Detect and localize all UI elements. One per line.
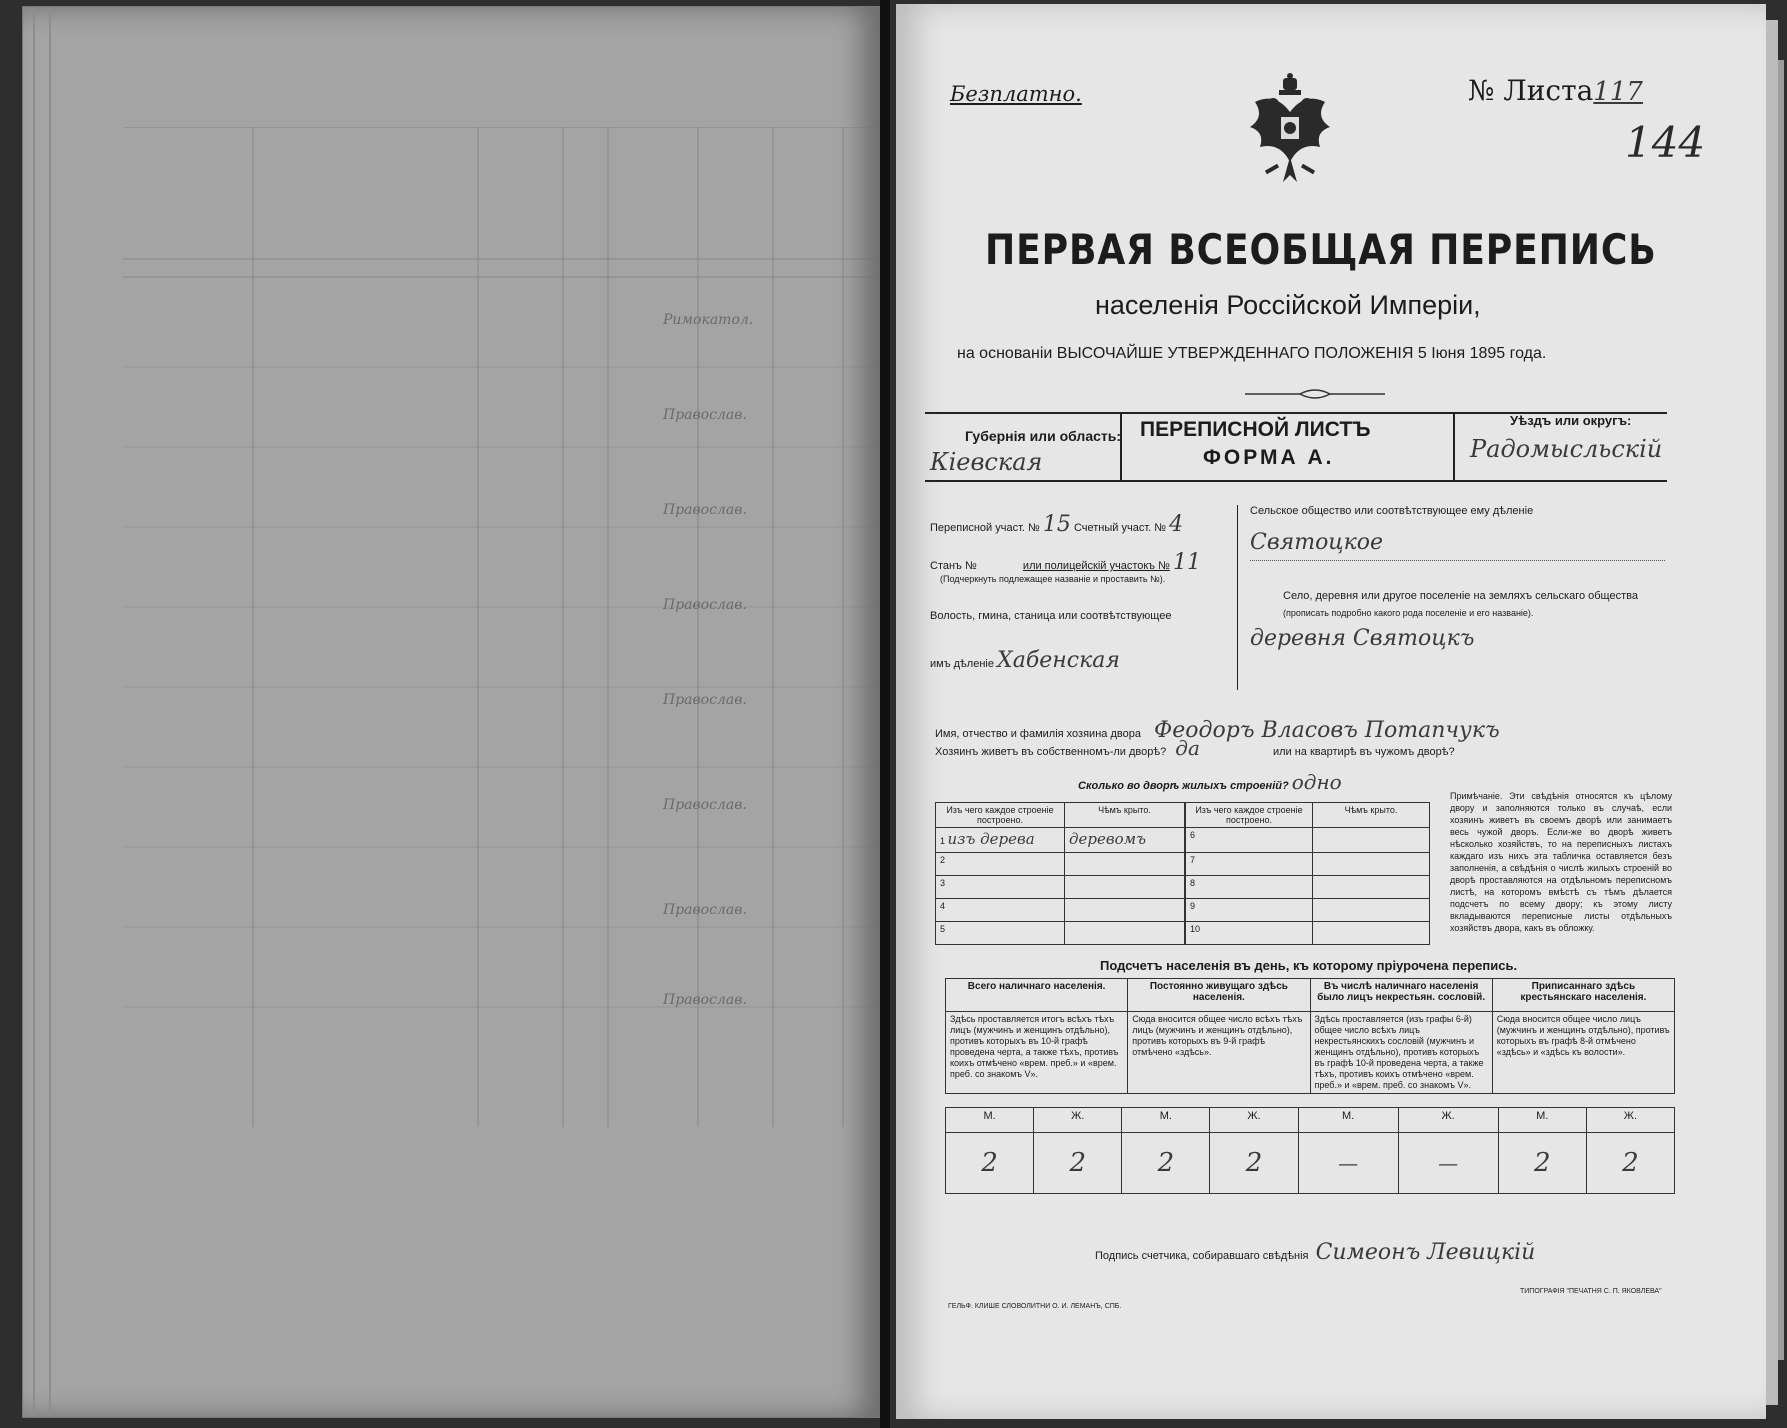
archive-stamp-number: 144 bbox=[1625, 118, 1706, 167]
society-label: Сельское общество или соотвѣтствующее ему дѣленіе bbox=[1250, 505, 1534, 517]
count-col-head: Приписаннаго здѣсь крестьянскаго населенія. bbox=[1492, 979, 1674, 1012]
count-value: 2 bbox=[1586, 1133, 1674, 1194]
count-value: — bbox=[1298, 1133, 1398, 1194]
own-yard-label: Хозяинъ живетъ въ собственномъ-ли дворѣ? bbox=[935, 746, 1167, 758]
roof-value bbox=[1065, 853, 1185, 876]
row-number: 10 bbox=[1186, 922, 1313, 945]
free-label: Безплатно. bbox=[950, 82, 1082, 106]
female-label: Ж. bbox=[1210, 1108, 1298, 1133]
material-cell bbox=[936, 899, 1065, 922]
roof-value bbox=[1065, 899, 1185, 922]
roof-value: деревомъ bbox=[1065, 828, 1185, 853]
page-edge-line bbox=[49, 7, 51, 1417]
buildings-table-left bbox=[935, 802, 1185, 945]
police-label: или полицейскій участокъ № bbox=[1022, 560, 1170, 572]
count-value: 2 bbox=[1122, 1133, 1210, 1194]
table-row bbox=[936, 876, 1185, 899]
sheet-number-label bbox=[1468, 74, 1643, 107]
table-row bbox=[1186, 876, 1430, 899]
count-col-head: Постоянно живущаго здѣсь населенія. bbox=[1128, 979, 1310, 1012]
province-label: Губернія или область: bbox=[965, 428, 1122, 444]
roof-header: Чѣмъ крыто. bbox=[1313, 803, 1430, 828]
census-section-value: 15 bbox=[1042, 512, 1071, 537]
imprint-right: ТИПОГРАФІЯ "ПЕЧАТНЯ С. П. ЯКОВЛЕВА" bbox=[1520, 1288, 1662, 1295]
count-value: 2 bbox=[1498, 1133, 1586, 1194]
province-value: Кіевская bbox=[930, 448, 1043, 476]
count-value: 2 bbox=[1034, 1133, 1122, 1194]
buildings-table-right bbox=[1185, 802, 1430, 945]
own-yard-field bbox=[935, 736, 1455, 760]
table-row bbox=[1186, 828, 1430, 853]
row-number: 6 bbox=[1186, 828, 1313, 853]
roof-value bbox=[1065, 876, 1185, 899]
society-underline bbox=[1250, 560, 1665, 561]
male-label: М. bbox=[1498, 1108, 1586, 1133]
form-label: ФОРМА А. bbox=[1203, 446, 1335, 469]
district-value: Радомысльскій bbox=[1470, 435, 1663, 463]
female-label: Ж. bbox=[1586, 1108, 1674, 1133]
row-number: 3 bbox=[940, 878, 946, 888]
volost-label-line2: имъ дѣленіе bbox=[930, 658, 994, 670]
roof-header: Чѣмъ крыто. bbox=[1065, 803, 1185, 828]
count-col-desc: Сюда вносится общее число всѣхъ тѣхъ лицъ (мужчинъ и женщинъ отдѣльно), противъ которыхъ въ 9-й графѣ отмѣчено «здѣсь». bbox=[1128, 1012, 1310, 1094]
table-row bbox=[936, 899, 1185, 922]
material-value: изъ дерева bbox=[947, 830, 1035, 848]
volost-label-line1: Волость, гмина, станица или соотвѣтствующее bbox=[930, 610, 1172, 622]
owner-name-value: Феодоръ Власовъ Потапчукъ bbox=[1154, 718, 1500, 743]
mf-values-row bbox=[946, 1133, 1675, 1194]
buildings-count-field bbox=[1078, 770, 1342, 794]
volost-field bbox=[930, 648, 1120, 673]
count-value: 2 bbox=[1210, 1133, 1298, 1194]
count-section-label: Счетный участ. № bbox=[1073, 522, 1167, 534]
bleed-through-text: Римокатол. bbox=[663, 312, 754, 328]
population-values-table bbox=[945, 1107, 1675, 1194]
rent-label: или на квартирѣ въ чужомъ дворѣ? bbox=[1272, 746, 1455, 758]
table-row bbox=[936, 922, 1185, 945]
signature-value: Симеонъ Левицкій bbox=[1315, 1240, 1536, 1265]
frame-line bbox=[1453, 412, 1455, 482]
row-number: 8 bbox=[1186, 876, 1313, 899]
imperial-eagle-emblem bbox=[1235, 72, 1345, 197]
volost-value: Хабенская bbox=[997, 648, 1120, 673]
police-value: 11 bbox=[1172, 550, 1201, 575]
count-value: 2 bbox=[946, 1133, 1034, 1194]
block-divider bbox=[1237, 505, 1238, 690]
table-row bbox=[1186, 853, 1430, 876]
buildings-count-value: одно bbox=[1291, 770, 1342, 794]
table-row bbox=[1186, 922, 1430, 945]
census-title: ПЕРВАЯ ВСЕОБЩАЯ ПЕРЕПИСЬ bbox=[985, 225, 1657, 274]
table-header-row bbox=[936, 803, 1185, 828]
count-title: Подсчетъ населенія въ день, къ которому пріурочена перепись. bbox=[1100, 958, 1518, 973]
census-section-field bbox=[930, 512, 1183, 537]
count-section-value: 4 bbox=[1169, 512, 1184, 537]
material-header: Изъ чего каждое строеніе построено. bbox=[936, 803, 1065, 828]
row-number: 2 bbox=[940, 855, 946, 865]
book-gutter bbox=[880, 0, 890, 1428]
count-col-desc: Здѣсь проставляется итогъ всѣхъ тѣхъ лицъ (мужчинъ и женщинъ отдѣльно), противъ которыхъ въ 10-й графѣ проведена черта, а также тѣхъ, противъ коихъ отмѣчено «врем. преб.» и «врем. преб. со знакомъ V». bbox=[946, 1012, 1128, 1094]
frame-line bbox=[925, 480, 1667, 482]
male-label: М. bbox=[946, 1108, 1034, 1133]
row-number: 7 bbox=[1186, 853, 1313, 876]
male-label: М. bbox=[1298, 1108, 1398, 1133]
sheet-number-value: 117 bbox=[1593, 77, 1643, 107]
census-form-page bbox=[896, 4, 1766, 1419]
bleed-through-text: Православ. bbox=[663, 597, 747, 613]
stan-field bbox=[930, 550, 1201, 575]
buildings-count-label: Сколько во дворѣ жилыхъ строеній? bbox=[1078, 780, 1289, 792]
frame-line bbox=[1120, 412, 1122, 482]
count-col-head: Всего наличнаго населенія. bbox=[946, 979, 1128, 1012]
roof-value bbox=[1313, 853, 1430, 876]
census-subtitle: населенія Россійской Имперіи, bbox=[1095, 290, 1481, 320]
roof-value bbox=[1065, 922, 1185, 945]
left-page bbox=[22, 6, 882, 1418]
roof-value bbox=[1313, 922, 1430, 945]
material-cell bbox=[936, 876, 1065, 899]
bleed-through-text: Православ. bbox=[663, 992, 747, 1008]
imprint-left: ГЕЛЬФ. КЛИШЕ СЛОВОЛИТНИ О. И. ЛЕМАНЪ, СПБ. bbox=[948, 1303, 1122, 1310]
table-row bbox=[936, 828, 1185, 853]
note-text: Примѣчаніе. Эти свѣдѣнія относятся къ цѣлому двору и заполняются только въ случаѣ, если хозяинъ живетъ въ своемъ дворѣ или занимаетъ весь чужой дворъ. Если-же во дворѣ живетъ нѣсколько хозяйствъ, то на переписныхъ листахъ каждаго изъ нихъ эта табличка оставляется безъ заполненія, а свѣдѣнія о числѣ жилыхъ строеній во дворѣ проставляются на отдѣльномъ переписномъ листѣ, на которомъ вмѣстѣ съ тѣмъ дѣлается подсчетъ по всему двору; къ этому листу вкладываются переписные листы отдѣльныхъ хозяйствъ двора, какъ въ обложку. bbox=[1450, 791, 1672, 933]
table-row bbox=[936, 853, 1185, 876]
roof-value bbox=[1313, 828, 1430, 853]
count-col-desc: Сюда вносится общее число лицъ (мужчинъ и женщинъ отдѣльно), противъ которыхъ въ графѣ 8-й отмѣчено «здѣсь» и «здѣсь къ волости». bbox=[1492, 1012, 1674, 1094]
bleed-through-text: Православ. bbox=[663, 502, 747, 518]
signature-label: Подпись счетчика, собиравшаго свѣдѣнія bbox=[1095, 1250, 1309, 1262]
material-cell bbox=[936, 853, 1065, 876]
mf-header-row bbox=[946, 1108, 1675, 1133]
row-number: 4 bbox=[940, 901, 946, 911]
village-value: деревня Святоцкъ bbox=[1250, 626, 1475, 651]
bleed-through-text: Православ. bbox=[663, 902, 747, 918]
bleed-through-text: Православ. bbox=[663, 692, 747, 708]
signature-field bbox=[1095, 1240, 1535, 1265]
population-count-table bbox=[945, 978, 1675, 1094]
sheet-title: ПЕРЕПИСНОЙ ЛИСТЪ bbox=[1140, 418, 1371, 441]
roof-value bbox=[1313, 876, 1430, 899]
page-edge-line bbox=[33, 7, 35, 1417]
sheet-number-caption: № Листа bbox=[1468, 74, 1594, 107]
census-section-label: Переписной участ. № bbox=[930, 522, 1040, 534]
underline-note: (Подчеркнуть подлежащее названіе и проставить №). bbox=[940, 574, 1166, 584]
count-value: — bbox=[1398, 1133, 1498, 1194]
material-header: Изъ чего каждое строеніе построено. bbox=[1186, 803, 1313, 828]
material-cell bbox=[936, 922, 1065, 945]
female-label: Ж. bbox=[1034, 1108, 1122, 1133]
stan-label: Станъ № bbox=[930, 560, 977, 572]
ornament-divider bbox=[1240, 386, 1390, 402]
society-value: Святоцкое bbox=[1250, 530, 1384, 555]
own-yard-value: да bbox=[1175, 736, 1200, 760]
roof-value bbox=[1313, 899, 1430, 922]
district-label: Уѣздъ или округъ: bbox=[1510, 413, 1632, 428]
bleed-through-text: Православ. bbox=[663, 407, 747, 423]
material-cell bbox=[936, 828, 1065, 853]
faint-ruled-grid bbox=[123, 127, 883, 1127]
male-label: М. bbox=[1122, 1108, 1210, 1133]
count-col-head: Въ числѣ наличнаго населенія было лицъ некрестьян. сословій. bbox=[1310, 979, 1492, 1012]
village-note: (прописать подробно какого рода поселеніе и его названіе). bbox=[1283, 608, 1534, 618]
count-desc-row bbox=[946, 1012, 1675, 1094]
count-col-desc: Здѣсь проставляется (изъ графы 6-й) общее число всѣхъ лицъ некрестьянскихъ сословій (мужчинъ и женщинъ отдѣльно), противъ которыхъ въ графѣ 10-й проведена черта, а также тѣхъ, противъ коихъ отмѣчено «врем. преб.» и «врем. преб. со знакомъ V». bbox=[1310, 1012, 1492, 1094]
table-row bbox=[1186, 899, 1430, 922]
count-header-row bbox=[946, 979, 1675, 1012]
table-header-row bbox=[1186, 803, 1430, 828]
row-number: 5 bbox=[940, 924, 946, 934]
bleed-through-text: Православ. bbox=[663, 797, 747, 813]
village-label: Село, деревня или другое поселеніе на земляхъ сельскаго общества bbox=[1283, 590, 1638, 602]
owner-name-label: Имя, отчество и фамилія хозяина двора bbox=[935, 728, 1141, 740]
row-number: 1 bbox=[940, 836, 946, 846]
census-basis: на основаніи ВЫСОЧАЙШЕ УТВЕРЖДЕННАГО ПОЛОЖЕНІЯ 5 Іюня 1895 года. bbox=[957, 345, 1547, 362]
row-number: 9 bbox=[1186, 899, 1313, 922]
female-label: Ж. bbox=[1398, 1108, 1498, 1133]
